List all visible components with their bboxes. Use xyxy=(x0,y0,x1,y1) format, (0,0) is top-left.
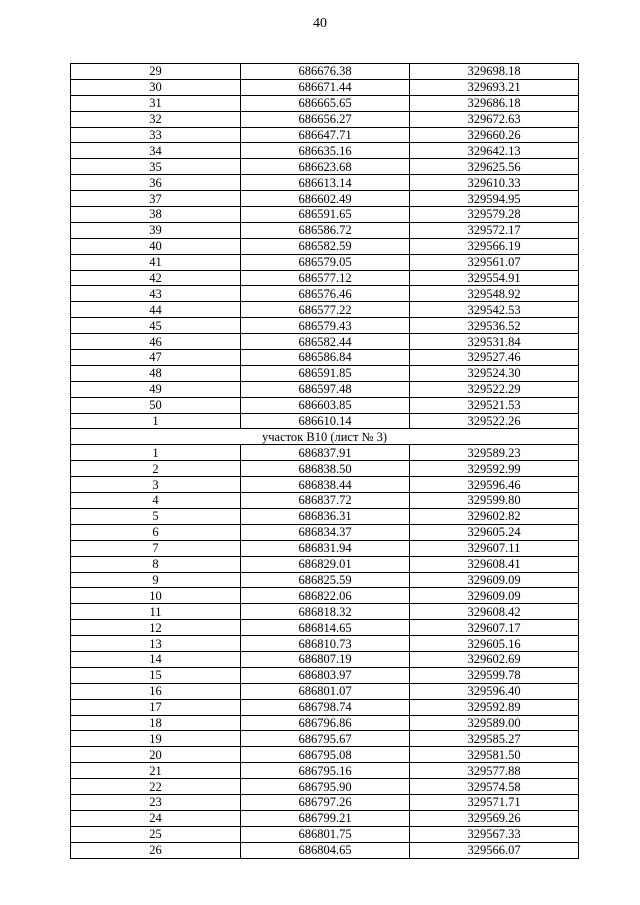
x-coordinate-cell: 686807.19 xyxy=(241,651,410,667)
table-row xyxy=(71,683,579,699)
point-number-cell: 9 xyxy=(71,572,241,588)
x-coordinate-cell: 686797.26 xyxy=(241,794,410,810)
point-number-cell: 35 xyxy=(71,159,241,175)
x-coordinate-cell: 686801.07 xyxy=(241,683,410,699)
point-number-cell: 2 xyxy=(71,461,241,477)
table-row xyxy=(71,350,579,366)
x-coordinate-cell: 686803.97 xyxy=(241,667,410,683)
point-number-cell: 34 xyxy=(71,143,241,159)
table-row xyxy=(71,191,579,207)
x-coordinate-cell: 686796.86 xyxy=(241,715,410,731)
point-number-cell: 18 xyxy=(71,715,241,731)
table-row xyxy=(71,477,579,493)
y-coordinate-cell: 329571.71 xyxy=(410,794,579,810)
x-coordinate-cell: 686829.01 xyxy=(241,556,410,572)
point-number-cell: 39 xyxy=(71,222,241,238)
y-coordinate-cell: 329524.30 xyxy=(410,365,579,381)
table-row xyxy=(71,397,579,413)
y-coordinate-cell: 329609.09 xyxy=(410,588,579,604)
point-number-cell: 19 xyxy=(71,731,241,747)
y-coordinate-cell: 329607.11 xyxy=(410,540,579,556)
y-coordinate-cell: 329625.56 xyxy=(410,159,579,175)
y-coordinate-cell: 329554.91 xyxy=(410,270,579,286)
x-coordinate-cell: 686831.94 xyxy=(241,540,410,556)
point-number-cell: 31 xyxy=(71,95,241,111)
x-coordinate-cell: 686799.21 xyxy=(241,810,410,826)
y-coordinate-cell: 329581.50 xyxy=(410,747,579,763)
point-number-cell: 1 xyxy=(71,413,241,429)
point-number-cell: 4 xyxy=(71,493,241,509)
point-number-cell: 7 xyxy=(71,540,241,556)
y-coordinate-cell: 329594.95 xyxy=(410,191,579,207)
y-coordinate-cell: 329589.00 xyxy=(410,715,579,731)
table-row xyxy=(71,254,579,270)
y-coordinate-cell: 329521.53 xyxy=(410,397,579,413)
point-number-cell: 15 xyxy=(71,667,241,683)
table-row xyxy=(71,381,579,397)
coordinates-table xyxy=(70,63,579,859)
section-title: участок В10 (лист № 3) xyxy=(71,429,579,445)
point-number-cell: 22 xyxy=(71,779,241,795)
table-row xyxy=(71,540,579,556)
y-coordinate-cell: 329596.40 xyxy=(410,683,579,699)
table-row xyxy=(71,222,579,238)
x-coordinate-cell: 686838.50 xyxy=(241,461,410,477)
x-coordinate-cell: 686825.59 xyxy=(241,572,410,588)
y-coordinate-cell: 329660.26 xyxy=(410,127,579,143)
table-row xyxy=(71,461,579,477)
point-number-cell: 14 xyxy=(71,651,241,667)
y-coordinate-cell: 329585.27 xyxy=(410,731,579,747)
point-number-cell: 26 xyxy=(71,842,241,858)
x-coordinate-cell: 686795.67 xyxy=(241,731,410,747)
point-number-cell: 1 xyxy=(71,445,241,461)
x-coordinate-cell: 686582.44 xyxy=(241,334,410,350)
table-row xyxy=(71,826,579,842)
point-number-cell: 46 xyxy=(71,334,241,350)
table-row xyxy=(71,413,579,429)
point-number-cell: 16 xyxy=(71,683,241,699)
x-coordinate-cell: 686837.72 xyxy=(241,493,410,509)
x-coordinate-cell: 686613.14 xyxy=(241,175,410,191)
table-row xyxy=(71,524,579,540)
point-number-cell: 23 xyxy=(71,794,241,810)
x-coordinate-cell: 686676.38 xyxy=(241,64,410,80)
y-coordinate-cell: 329522.29 xyxy=(410,381,579,397)
x-coordinate-cell: 686647.71 xyxy=(241,127,410,143)
y-coordinate-cell: 329693.21 xyxy=(410,79,579,95)
y-coordinate-cell: 329596.46 xyxy=(410,477,579,493)
point-number-cell: 8 xyxy=(71,556,241,572)
y-coordinate-cell: 329577.88 xyxy=(410,763,579,779)
table-row xyxy=(71,493,579,509)
y-coordinate-cell: 329592.99 xyxy=(410,461,579,477)
point-number-cell: 30 xyxy=(71,79,241,95)
table-row xyxy=(71,794,579,810)
x-coordinate-cell: 686665.65 xyxy=(241,95,410,111)
y-coordinate-cell: 329548.92 xyxy=(410,286,579,302)
table-row xyxy=(71,238,579,254)
x-coordinate-cell: 686798.74 xyxy=(241,699,410,715)
y-coordinate-cell: 329579.28 xyxy=(410,207,579,223)
x-coordinate-cell: 686577.12 xyxy=(241,270,410,286)
point-number-cell: 44 xyxy=(71,302,241,318)
x-coordinate-cell: 686635.16 xyxy=(241,143,410,159)
table-row xyxy=(71,556,579,572)
y-coordinate-cell: 329567.33 xyxy=(410,826,579,842)
x-coordinate-cell: 686795.90 xyxy=(241,779,410,795)
table-row xyxy=(71,667,579,683)
y-coordinate-cell: 329542.53 xyxy=(410,302,579,318)
x-coordinate-cell: 686576.46 xyxy=(241,286,410,302)
point-number-cell: 10 xyxy=(71,588,241,604)
point-number-cell: 49 xyxy=(71,381,241,397)
y-coordinate-cell: 329608.42 xyxy=(410,604,579,620)
table-row xyxy=(71,445,579,461)
table-row xyxy=(71,636,579,652)
point-number-cell: 36 xyxy=(71,175,241,191)
x-coordinate-cell: 686671.44 xyxy=(241,79,410,95)
point-number-cell: 32 xyxy=(71,111,241,127)
x-coordinate-cell: 686801.75 xyxy=(241,826,410,842)
table-row xyxy=(71,159,579,175)
table-row xyxy=(71,779,579,795)
x-coordinate-cell: 686623.68 xyxy=(241,159,410,175)
x-coordinate-cell: 686582.59 xyxy=(241,238,410,254)
y-coordinate-cell: 329566.07 xyxy=(410,842,579,858)
x-coordinate-cell: 686834.37 xyxy=(241,524,410,540)
y-coordinate-cell: 329599.78 xyxy=(410,667,579,683)
point-number-cell: 33 xyxy=(71,127,241,143)
x-coordinate-cell: 686810.73 xyxy=(241,636,410,652)
point-number-cell: 11 xyxy=(71,604,241,620)
table-row xyxy=(71,651,579,667)
point-number-cell: 45 xyxy=(71,318,241,334)
point-number-cell: 41 xyxy=(71,254,241,270)
x-coordinate-cell: 686836.31 xyxy=(241,508,410,524)
x-coordinate-cell: 686838.44 xyxy=(241,477,410,493)
x-coordinate-cell: 686610.14 xyxy=(241,413,410,429)
table-row xyxy=(71,604,579,620)
page-number: 40 xyxy=(313,16,327,31)
table-row xyxy=(71,270,579,286)
y-coordinate-cell: 329686.18 xyxy=(410,95,579,111)
y-coordinate-cell: 329561.07 xyxy=(410,254,579,270)
table-row xyxy=(71,111,579,127)
coordinates-table-body xyxy=(71,64,579,859)
table-row xyxy=(71,318,579,334)
y-coordinate-cell: 329572.17 xyxy=(410,222,579,238)
x-coordinate-cell: 686603.85 xyxy=(241,397,410,413)
y-coordinate-cell: 329698.18 xyxy=(410,64,579,80)
point-number-cell: 24 xyxy=(71,810,241,826)
point-number-cell: 40 xyxy=(71,238,241,254)
point-number-cell: 6 xyxy=(71,524,241,540)
y-coordinate-cell: 329607.17 xyxy=(410,620,579,636)
point-number-cell: 12 xyxy=(71,620,241,636)
table-row xyxy=(71,143,579,159)
point-number-cell: 20 xyxy=(71,747,241,763)
point-number-cell: 47 xyxy=(71,350,241,366)
x-coordinate-cell: 686602.49 xyxy=(241,191,410,207)
table-row xyxy=(71,302,579,318)
y-coordinate-cell: 329536.52 xyxy=(410,318,579,334)
table-row xyxy=(71,508,579,524)
point-number-cell: 38 xyxy=(71,207,241,223)
point-number-cell: 29 xyxy=(71,64,241,80)
x-coordinate-cell: 686837.91 xyxy=(241,445,410,461)
y-coordinate-cell: 329522.26 xyxy=(410,413,579,429)
table-row xyxy=(71,95,579,111)
x-coordinate-cell: 686579.43 xyxy=(241,318,410,334)
y-coordinate-cell: 329599.80 xyxy=(410,493,579,509)
x-coordinate-cell: 686577.22 xyxy=(241,302,410,318)
table-row xyxy=(71,715,579,731)
point-number-cell: 42 xyxy=(71,270,241,286)
table-row xyxy=(71,286,579,302)
point-number-cell: 25 xyxy=(71,826,241,842)
y-coordinate-cell: 329608.41 xyxy=(410,556,579,572)
y-coordinate-cell: 329602.82 xyxy=(410,508,579,524)
x-coordinate-cell: 686656.27 xyxy=(241,111,410,127)
y-coordinate-cell: 329602.69 xyxy=(410,651,579,667)
y-coordinate-cell: 329569.26 xyxy=(410,810,579,826)
point-number-cell: 21 xyxy=(71,763,241,779)
y-coordinate-cell: 329574.58 xyxy=(410,779,579,795)
table-row xyxy=(71,175,579,191)
x-coordinate-cell: 686591.65 xyxy=(241,207,410,223)
table-row xyxy=(71,572,579,588)
point-number-cell: 17 xyxy=(71,699,241,715)
table-row xyxy=(71,620,579,636)
point-number-cell: 48 xyxy=(71,365,241,381)
point-number-cell: 37 xyxy=(71,191,241,207)
point-number-cell: 3 xyxy=(71,477,241,493)
y-coordinate-cell: 329672.63 xyxy=(410,111,579,127)
x-coordinate-cell: 686795.16 xyxy=(241,763,410,779)
section-header-row xyxy=(71,429,579,445)
table-row xyxy=(71,64,579,80)
x-coordinate-cell: 686814.65 xyxy=(241,620,410,636)
x-coordinate-cell: 686591.85 xyxy=(241,365,410,381)
x-coordinate-cell: 686804.65 xyxy=(241,842,410,858)
x-coordinate-cell: 686597.48 xyxy=(241,381,410,397)
y-coordinate-cell: 329609.09 xyxy=(410,572,579,588)
table-row xyxy=(71,699,579,715)
y-coordinate-cell: 329589.23 xyxy=(410,445,579,461)
x-coordinate-cell: 686586.84 xyxy=(241,350,410,366)
x-coordinate-cell: 686818.32 xyxy=(241,604,410,620)
y-coordinate-cell: 329605.16 xyxy=(410,636,579,652)
x-coordinate-cell: 686795.08 xyxy=(241,747,410,763)
y-coordinate-cell: 329605.24 xyxy=(410,524,579,540)
x-coordinate-cell: 686586.72 xyxy=(241,222,410,238)
y-coordinate-cell: 329566.19 xyxy=(410,238,579,254)
y-coordinate-cell: 329642.13 xyxy=(410,143,579,159)
point-number-cell: 50 xyxy=(71,397,241,413)
table-row xyxy=(71,79,579,95)
table-row xyxy=(71,731,579,747)
x-coordinate-cell: 686822.06 xyxy=(241,588,410,604)
table-row xyxy=(71,127,579,143)
table-row xyxy=(71,365,579,381)
table-row xyxy=(71,810,579,826)
table-row xyxy=(71,334,579,350)
point-number-cell: 5 xyxy=(71,508,241,524)
point-number-cell: 13 xyxy=(71,636,241,652)
table-row xyxy=(71,747,579,763)
y-coordinate-cell: 329610.33 xyxy=(410,175,579,191)
table-row xyxy=(71,763,579,779)
table-row xyxy=(71,588,579,604)
y-coordinate-cell: 329527.46 xyxy=(410,350,579,366)
point-number-cell: 43 xyxy=(71,286,241,302)
x-coordinate-cell: 686579.05 xyxy=(241,254,410,270)
table-row xyxy=(71,207,579,223)
table-row xyxy=(71,842,579,858)
y-coordinate-cell: 329592.89 xyxy=(410,699,579,715)
y-coordinate-cell: 329531.84 xyxy=(410,334,579,350)
